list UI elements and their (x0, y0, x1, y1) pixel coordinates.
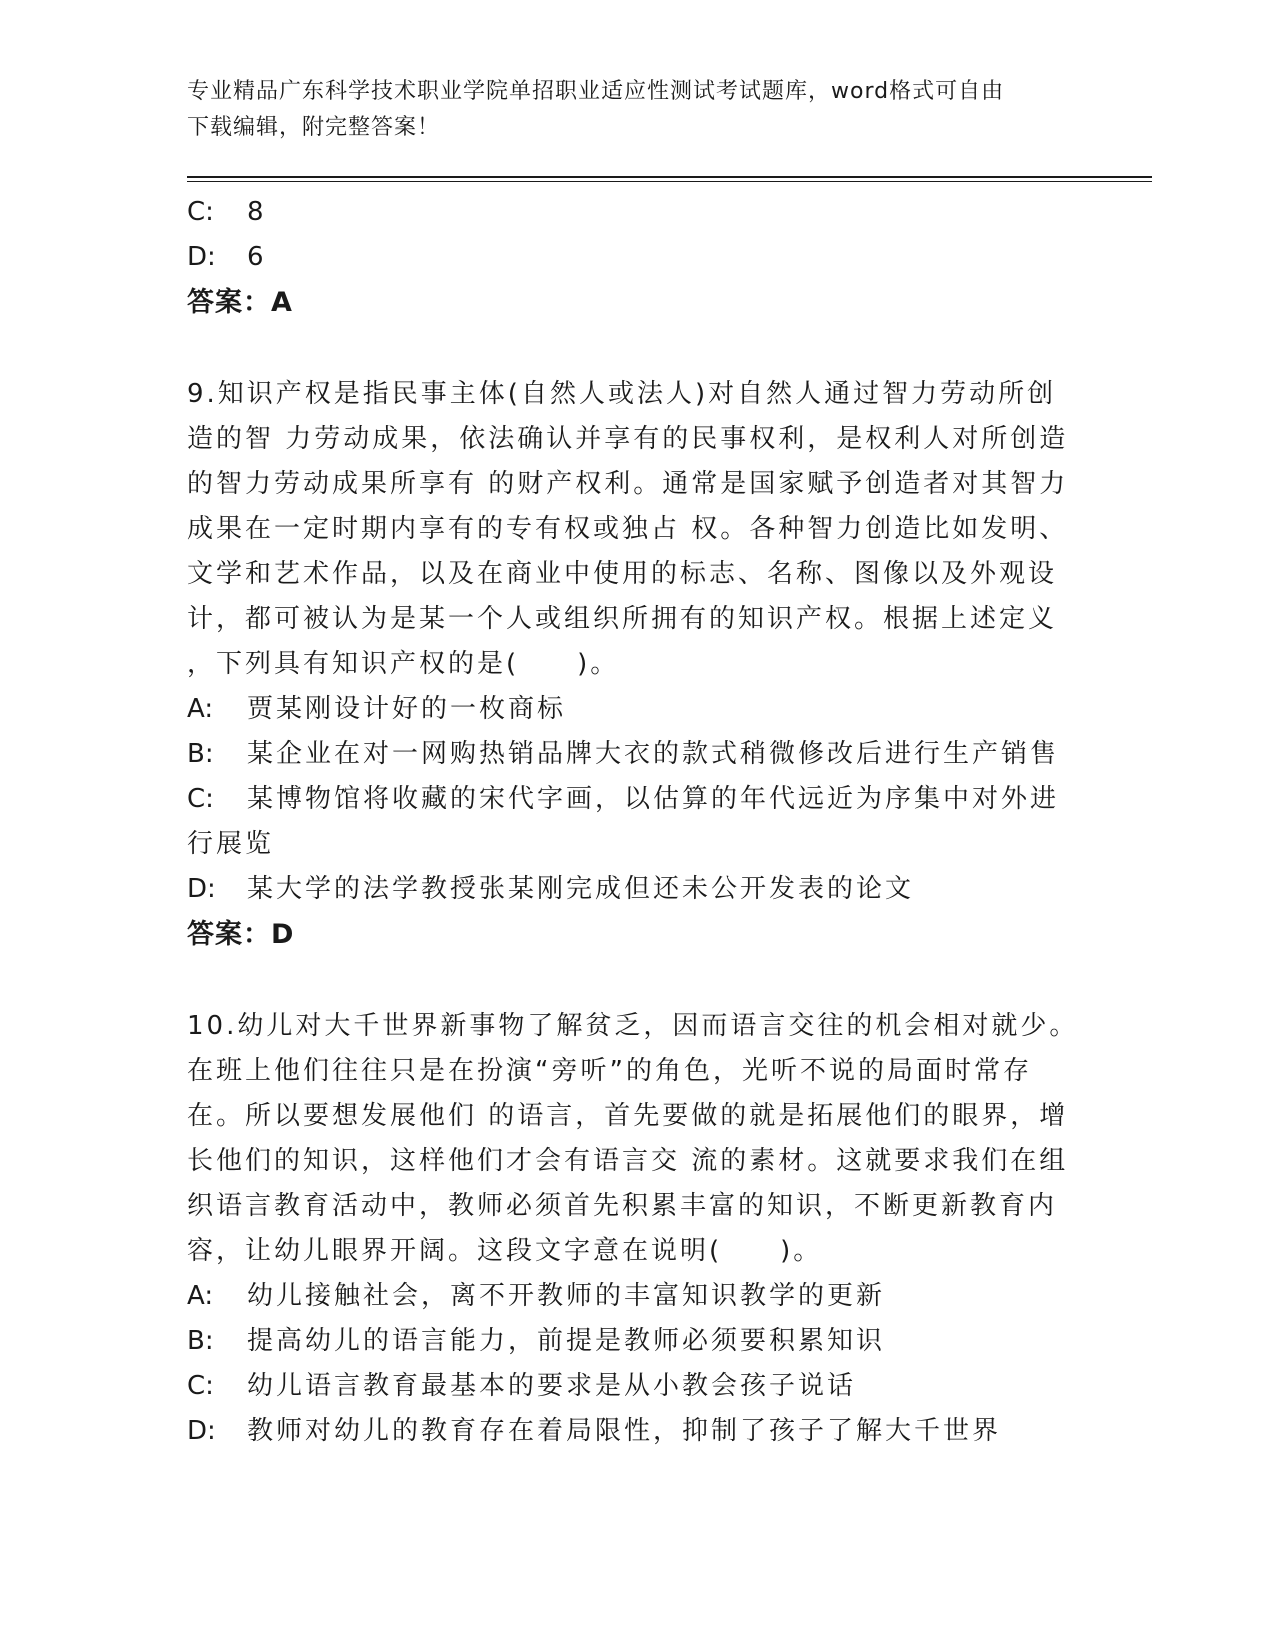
question-text-line: 计，都可被认为是某一个人或组织所拥有的知识产权。根据上述定义 (187, 604, 1058, 634)
question-8-tail (187, 190, 1077, 326)
question-text-line: 容，让幼儿眼界开阔。这段文字意在说明( )。 (187, 1236, 823, 1266)
question-10 (187, 1004, 1077, 1454)
option-text: 8 (247, 197, 267, 227)
option-c (187, 777, 1077, 822)
header-divider-thin (187, 181, 1152, 182)
question-text-line: 在班上他们往往只是在扮演“旁听”的角色，光听不说的局面时常存 (187, 1056, 1032, 1086)
option-d (187, 1409, 1077, 1454)
answer-line: 答案：D (187, 919, 295, 950)
option-c (187, 190, 1077, 235)
option-a (187, 687, 1077, 732)
option-a (187, 1274, 1077, 1319)
option-text: 某博物馆将收藏的宋代字画，以估算的年代远近为序集中对外进 (247, 784, 1060, 814)
question-9 (187, 372, 1077, 958)
option-b (187, 1319, 1077, 1364)
option-letter: C: (187, 784, 214, 814)
option-letter: C: (187, 197, 214, 227)
option-letter: A: (187, 1281, 214, 1311)
document-header-note (187, 74, 1067, 146)
question-text-line: ，下列具有知识产权的是( )。 (187, 649, 620, 679)
option-text: 提高幼儿的语言能力，前提是教师必须要积累知识 (247, 1326, 886, 1356)
option-letter: D: (187, 242, 216, 272)
question-text-line: 在。所以要想发展他们 的语言，首先要做的就是拓展他们的眼界，增 (187, 1101, 1069, 1131)
option-c (187, 1364, 1077, 1409)
option-text: 教师对幼儿的教育存在着局限性，抑制了孩子了解大千世界 (247, 1416, 1002, 1446)
option-text: 贾某刚设计好的一枚商标 (247, 694, 567, 724)
option-text: 某大学的法学教授张某刚完成但还未公开发表的论文 (247, 874, 915, 904)
option-letter: B: (187, 739, 214, 769)
option-text: 幼儿接触社会，离不开教师的丰富知识教学的更新 (247, 1281, 886, 1311)
answer-line: 答案：A (187, 287, 293, 318)
option-b (187, 732, 1077, 777)
header-divider-thick (187, 176, 1152, 178)
question-text-line: 织语言教育活动中，教师必须首先积累丰富的知识，不断更新教育内 (187, 1191, 1058, 1221)
header-line-1: 专业精品广东科学技术职业学院单招职业适应性测试考试题库，word格式可自由 (187, 79, 1005, 104)
option-letter: D: (187, 874, 216, 904)
question-text-line: 10.幼儿对大千世界新事物了解贫乏，因而语言交往的机会相对就少。 (187, 1011, 1079, 1041)
question-text-line: 长他们的知识，这样他们才会有语言交 流的素材。这就要求我们在组 (187, 1146, 1069, 1176)
question-text-line: 文学和艺术作品，以及在商业中使用的标志、名称、图像以及外观设 (187, 559, 1058, 589)
header-line-2: 下载编辑，附完整答案！ (187, 115, 441, 140)
option-letter: C: (187, 1371, 214, 1401)
question-text-line: 9.知识产权是指民事主体(自然人或法人)对自然人通过智力劳动所创 (187, 379, 1057, 409)
option-text: 某企业在对一网购热销品牌大衣的款式稍微修改后进行生产销售 (247, 739, 1060, 769)
option-letter: B: (187, 1326, 214, 1356)
question-text-line: 成果在一定时期内享有的专有权或独占 权。各种智力创造比如发明、 (187, 514, 1069, 544)
option-letter: D: (187, 1416, 216, 1446)
question-text-line: 造的智 力劳动成果，依法确认并享有的民事权利，是权利人对所创造 (187, 424, 1069, 454)
option-d (187, 235, 1077, 280)
option-c-continuation: 行展览 (187, 829, 275, 859)
question-text-line: 的智力劳动成果所享有 的财产权利。通常是国家赋予创造者对其智力 (187, 469, 1069, 499)
option-d (187, 867, 1077, 912)
option-text: 幼儿语言教育最基本的要求是从小教会孩子说话 (247, 1371, 857, 1401)
question-content (187, 190, 1077, 1454)
option-letter: A: (187, 694, 214, 724)
option-text: 6 (247, 242, 267, 272)
